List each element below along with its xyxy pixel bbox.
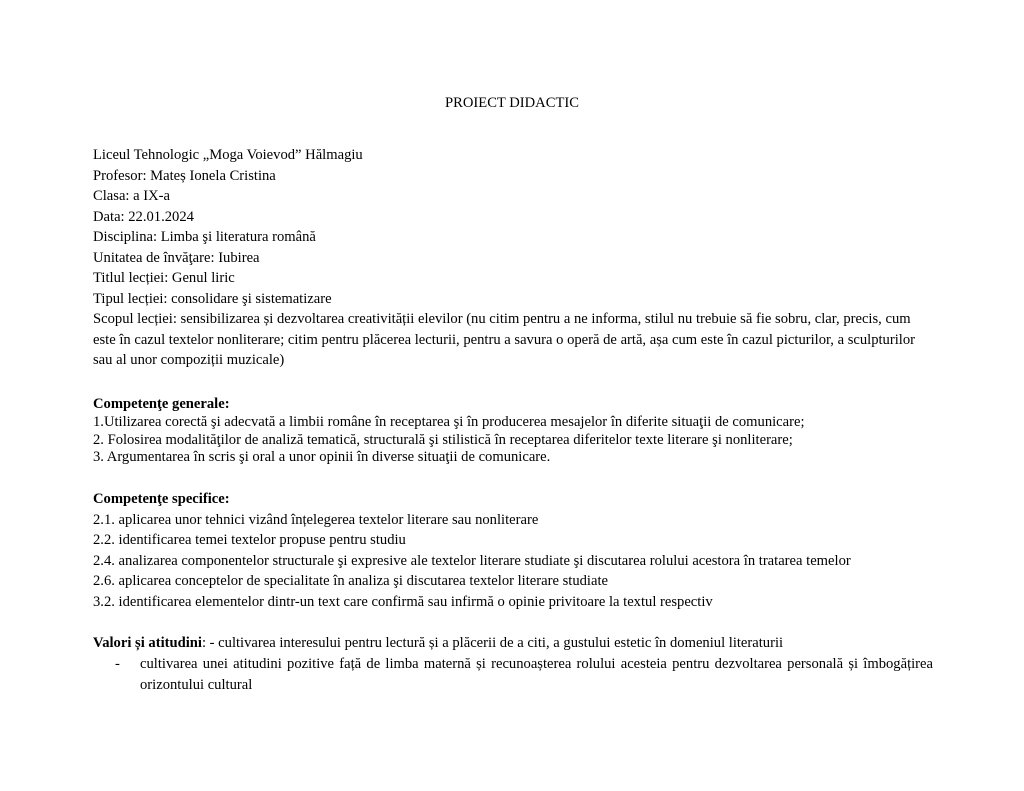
document-title: PROIECT DIDACTIC (445, 95, 579, 111)
lesson-title: Titlul lecției: Genul liric (93, 270, 235, 286)
values-intro: : - cultivarea interesului pentru lectură și a plăcerii de a citi, a gustului estetic în domeniul literaturii (201, 635, 784, 651)
header-info (93, 145, 933, 371)
general-competences-heading: Competenţe generale: (93, 396, 230, 412)
specific-competences-section (93, 489, 933, 612)
date-info: Data: 22.01.2024 (93, 208, 194, 225)
school-name: Liceul Tehnologic „Moga Voievod” Hălmagiu (93, 147, 363, 163)
class-info: Clasa: a IX-a (93, 188, 170, 204)
bullet-dash: - (115, 655, 120, 672)
general-competences-section (93, 394, 933, 467)
general-competence-item: 1.Utilizarea corectă şi adecvată a limbii române în receptarea şi în producerea mesajelor în diferite situaţii de comunicare; (93, 414, 805, 430)
lesson-purpose: Scopul lecției: sensibilizarea și dezvoltarea creativității elevilor (nu citim pentru a ne informa, stilul nu trebuie să fie sobru, clar, precis, cum este în cazul textelor nonliterare; citim pentru plăcerea lecturii, pentru a savura o operă de artă, așa cum este în cazul picturilor, a sculpturilor sau al unor compoziții muzicale) (93, 311, 915, 368)
values-section (93, 633, 933, 696)
specific-competence-item: 2.6. aplicarea conceptelor de specialitate în analiza şi discutarea textelor literare studiate (93, 573, 608, 589)
unit-info: Unitatea de învăţare: Iubirea (93, 249, 260, 266)
specific-competence-item: 2.4. analizarea componentelor structurale şi expresive ale textelor literare studiate şi discutarea rolului acestora în tratarea temelor (93, 552, 851, 569)
values-line (93, 633, 933, 654)
general-competence-item: 3. Argumentarea în scris şi oral a unor opinii în diverse situaţii de comunicare. (93, 449, 551, 465)
lesson-type: Tipul lecției: consolidare şi sistematizare (93, 290, 332, 307)
values-heading: Valori și atitudini (93, 635, 202, 651)
specific-competences-heading: Competenţe specifice: (93, 491, 230, 507)
specific-competence-item: 3.2. identificarea elementelor dintr-un text care confirmă sau infirmă o opinie privitoare la textul respectiv (93, 593, 713, 610)
discipline-info: Disciplina: Limba şi literatura română (93, 229, 316, 245)
teacher-name: Profesor: Mateș Ionela Cristina (93, 167, 276, 184)
specific-competence-item: 2.1. aplicarea unor tehnici vizând înțelegerea textelor literare sau nonliterare (93, 511, 539, 528)
specific-competence-item: 2.2. identificarea temei textelor propuse pentru studiu (93, 532, 406, 548)
values-bullet (93, 654, 933, 696)
values-bullet-text: cultivarea unei atitudini pozitive față de limba maternă și recunoașterea rolului acesteia pentru dezvoltarea personală și îmbogățirea orizontului cultural (140, 655, 933, 693)
general-competence-item: 2. Folosirea modalităţilor de analiză tematică, structurală şi stilistică în receptarea diferitelor texte literare şi nonliterare; (93, 431, 793, 448)
